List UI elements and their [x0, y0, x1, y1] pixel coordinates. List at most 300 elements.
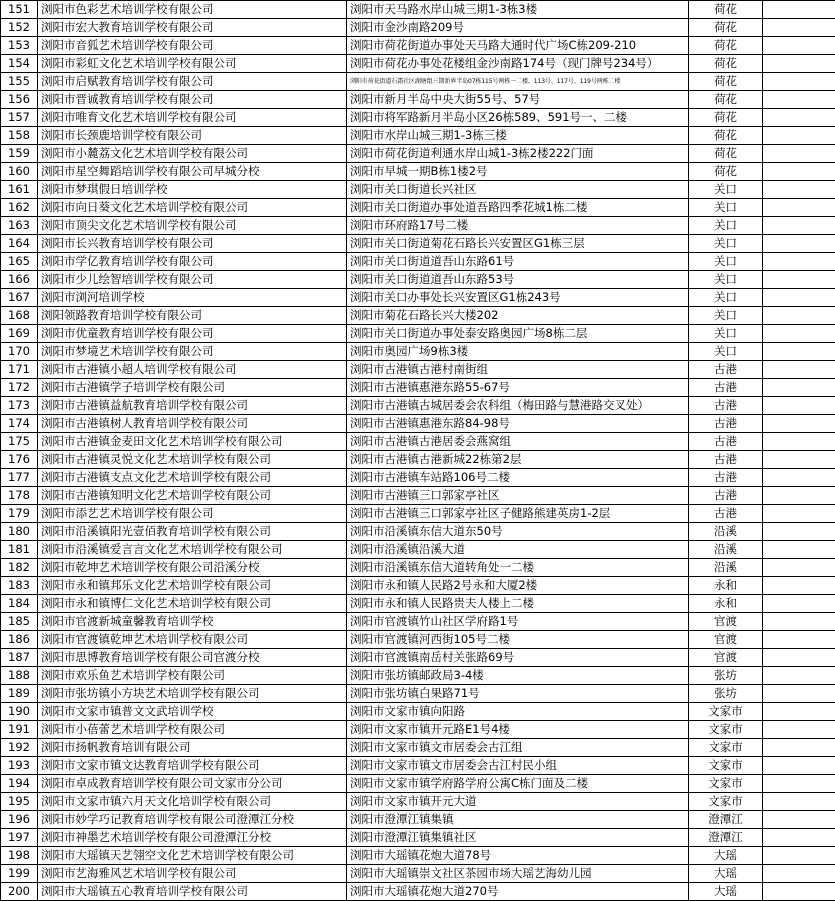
- school-name-cell: 浏阳市沿溪镇爱言言文化艺术培训学校有限公司: [38, 541, 347, 559]
- blank-cell: [763, 307, 835, 325]
- row-number-cell: 172: [1, 379, 38, 397]
- address-cell: 浏阳市文家市镇文市居委会古江村民小组: [347, 757, 689, 775]
- school-name-cell: 浏阳市梦琪假日培训学校: [38, 181, 347, 199]
- blank-cell: [763, 505, 835, 523]
- table-row: [1, 523, 835, 541]
- row-number-cell: 173: [1, 397, 38, 415]
- school-name-cell: 浏阳市添艺艺术培训学校有限公司: [38, 505, 347, 523]
- table-row: [1, 1, 835, 19]
- area-cell: 官渡: [689, 649, 763, 667]
- row-number-cell: 197: [1, 829, 38, 847]
- address-cell: 浏阳市文家市镇学府路学府公寓C栋门面及二楼: [347, 775, 689, 793]
- table-body: [1, 1, 835, 901]
- row-number-cell: 180: [1, 523, 38, 541]
- blank-cell: [763, 703, 835, 721]
- school-name-cell: 浏阳领路教育培训学校有限公司: [38, 307, 347, 325]
- blank-cell: [763, 577, 835, 595]
- table-row: [1, 631, 835, 649]
- area-cell: 文家市: [689, 739, 763, 757]
- address-cell: 浏阳市古港镇三口郭家亭社区: [347, 487, 689, 505]
- area-cell: 张坊: [689, 685, 763, 703]
- table-row: [1, 721, 835, 739]
- school-name-cell: 浏阳市宏大教育培训学校有限公司: [38, 19, 347, 37]
- address-cell: 浏阳市关口街道办事处道吾路四季花城1栋二楼: [347, 199, 689, 217]
- row-number-cell: 195: [1, 793, 38, 811]
- blank-cell: [763, 271, 835, 289]
- address-cell: 浏阳市古港镇惠港东路55-67号: [347, 379, 689, 397]
- blank-cell: [763, 343, 835, 361]
- blank-cell: [763, 559, 835, 577]
- table-row: [1, 379, 835, 397]
- row-number-cell: 160: [1, 163, 38, 181]
- school-name-cell: 浏阳市古港镇学子培训学校有限公司: [38, 379, 347, 397]
- address-cell: 浏阳市菊花石路长兴大楼202: [347, 307, 689, 325]
- school-name-cell: 浏阳市彩虹文化艺术培训学校有限公司: [38, 55, 347, 73]
- school-name-cell: 浏阳市长颈鹿培训学校有限公司: [38, 127, 347, 145]
- area-cell: 荷花: [689, 19, 763, 37]
- table-row: [1, 235, 835, 253]
- address-cell: 浏阳市永和镇人民路贵夫人楼上二楼: [347, 595, 689, 613]
- area-cell: 沿溪: [689, 559, 763, 577]
- area-cell: 古港: [689, 433, 763, 451]
- table-row: [1, 829, 835, 847]
- row-number-cell: 168: [1, 307, 38, 325]
- row-number-cell: 181: [1, 541, 38, 559]
- row-number-cell: 162: [1, 199, 38, 217]
- school-name-cell: 浏阳市文家市镇六月天文化培训学校有限公司: [38, 793, 347, 811]
- blank-cell: [763, 127, 835, 145]
- address-cell: 浏阳市天马路水岸山城三期1-3栋3楼: [347, 1, 689, 19]
- blank-cell: [763, 829, 835, 847]
- school-name-cell: 浏阳市卓成教育培训学校有限公司文家市分公司: [38, 775, 347, 793]
- table-row: [1, 739, 835, 757]
- address-cell: 浏阳市古港镇古港村南街组: [347, 361, 689, 379]
- row-number-cell: 200: [1, 883, 38, 901]
- table-row: [1, 217, 835, 235]
- school-name-cell: 浏阳市色彩艺术培训学校有限公司: [38, 1, 347, 19]
- row-number-cell: 184: [1, 595, 38, 613]
- school-name-cell: 浏阳市大瑶镇天艺翎空文化艺术培训学校有限公司: [38, 847, 347, 865]
- area-cell: 官渡: [689, 613, 763, 631]
- school-name-cell: 浏阳市永和镇博仁文化艺术培训学校有限公司: [38, 595, 347, 613]
- table-row: [1, 649, 835, 667]
- blank-cell: [763, 289, 835, 307]
- row-number-cell: 190: [1, 703, 38, 721]
- area-cell: 荷花: [689, 145, 763, 163]
- row-number-cell: 182: [1, 559, 38, 577]
- address-cell: 浏阳市古港镇三口郭家亭社区子健路熊建英房1-2层: [347, 505, 689, 523]
- area-cell: 荷花: [689, 1, 763, 19]
- table-row: [1, 181, 835, 199]
- area-cell: 荷花: [689, 37, 763, 55]
- blank-cell: [763, 811, 835, 829]
- table-row: [1, 289, 835, 307]
- school-name-cell: 浏阳市梦境艺术培训学校有限公司: [38, 343, 347, 361]
- row-number-cell: 165: [1, 253, 38, 271]
- address-cell: 浏阳市关口办事处长兴安置区G1栋243号: [347, 289, 689, 307]
- blank-cell: [763, 649, 835, 667]
- address-cell: 浏阳市古港镇惠港东路84-98号: [347, 415, 689, 433]
- school-name-cell: 浏阳市唯育文化艺术培训学校有限公司: [38, 109, 347, 127]
- area-cell: 永和: [689, 577, 763, 595]
- address-cell: 浏阳市荷花街道石霜社区湖塘组三期新界半岛07栋115号两栋一二楼、113号、117号、119号两栋二楼: [347, 73, 689, 91]
- address-cell: 浏阳市新月半岛中央大街55号、57号: [347, 91, 689, 109]
- school-name-cell: 浏阳市文家市镇文达教育培训学校有限公司: [38, 757, 347, 775]
- address-cell: 浏阳市荷花街道办事处天马路大通时代广场C栋209-210: [347, 37, 689, 55]
- school-name-cell: 浏阳市古港镇知明文化艺术培训学校有限公司: [38, 487, 347, 505]
- school-name-cell: 浏阳市顶尖文化艺术培训学校有限公司: [38, 217, 347, 235]
- table-row: [1, 145, 835, 163]
- area-cell: 关口: [689, 325, 763, 343]
- blank-cell: [763, 757, 835, 775]
- area-cell: 关口: [689, 343, 763, 361]
- blank-cell: [763, 685, 835, 703]
- blank-cell: [763, 55, 835, 73]
- area-cell: 荷花: [689, 163, 763, 181]
- area-cell: 关口: [689, 181, 763, 199]
- table-row: [1, 271, 835, 289]
- school-name-cell: 浏阳市星空舞蹈培训学校有限公司早城分校: [38, 163, 347, 181]
- area-cell: 古港: [689, 505, 763, 523]
- row-number-cell: 171: [1, 361, 38, 379]
- table-row: [1, 793, 835, 811]
- blank-cell: [763, 595, 835, 613]
- table-row: [1, 109, 835, 127]
- row-number-cell: 188: [1, 667, 38, 685]
- area-cell: 关口: [689, 253, 763, 271]
- row-number-cell: 167: [1, 289, 38, 307]
- blank-cell: [763, 775, 835, 793]
- address-cell: 浏阳市古港镇古港新城22栋第2层: [347, 451, 689, 469]
- school-name-cell: 浏阳市古港镇小超人培训学校有限公司: [38, 361, 347, 379]
- row-number-cell: 152: [1, 19, 38, 37]
- row-number-cell: 161: [1, 181, 38, 199]
- area-cell: 文家市: [689, 703, 763, 721]
- row-number-cell: 199: [1, 865, 38, 883]
- blank-cell: [763, 433, 835, 451]
- school-name-cell: 浏阳市乾坤艺术培训学校有限公司沿溪分校: [38, 559, 347, 577]
- table-row: [1, 73, 835, 91]
- table-row: [1, 469, 835, 487]
- blank-cell: [763, 91, 835, 109]
- address-cell: 浏阳市水岸山城三期1-3栋三楼: [347, 127, 689, 145]
- area-cell: 永和: [689, 595, 763, 613]
- table-row: [1, 559, 835, 577]
- table-row: [1, 37, 835, 55]
- address-cell: 浏阳市荷花街道利通水岸山城1-3栋2楼222门面: [347, 145, 689, 163]
- table-row: [1, 487, 835, 505]
- area-cell: 荷花: [689, 73, 763, 91]
- address-cell: 浏阳市金沙南路209号: [347, 19, 689, 37]
- row-number-cell: 157: [1, 109, 38, 127]
- school-name-cell: 浏阳市晋诚教育培训学校有限公司: [38, 91, 347, 109]
- row-number-cell: 189: [1, 685, 38, 703]
- table-row: [1, 865, 835, 883]
- school-name-cell: 浏阳市古港镇灵悦文化艺术培训学校有限公司: [38, 451, 347, 469]
- school-name-cell: 浏阳市浏河培训学校: [38, 289, 347, 307]
- table-row: [1, 541, 835, 559]
- address-cell: 浏阳市关口街道办事处泰安路奥园广场8栋二层: [347, 325, 689, 343]
- blank-cell: [763, 667, 835, 685]
- row-number-cell: 194: [1, 775, 38, 793]
- area-cell: 文家市: [689, 757, 763, 775]
- school-name-cell: 浏阳市学亿教育培训学校有限公司: [38, 253, 347, 271]
- area-cell: 张坊: [689, 667, 763, 685]
- address-cell: 浏阳市文家市镇向阳路: [347, 703, 689, 721]
- row-number-cell: 185: [1, 613, 38, 631]
- address-cell: 浏阳市荷花办事处花楼组金沙南路174号（现门牌号234号）: [347, 55, 689, 73]
- blank-cell: [763, 523, 835, 541]
- table-row: [1, 577, 835, 595]
- blank-cell: [763, 793, 835, 811]
- row-number-cell: 193: [1, 757, 38, 775]
- school-name-cell: 浏阳市少儿绘智培训学校有限公司: [38, 271, 347, 289]
- table-row: [1, 19, 835, 37]
- table-row: [1, 163, 835, 181]
- address-cell: 浏阳市古港镇古港居委会燕窝组: [347, 433, 689, 451]
- row-number-cell: 163: [1, 217, 38, 235]
- row-number-cell: 191: [1, 721, 38, 739]
- area-cell: 文家市: [689, 775, 763, 793]
- school-name-cell: 浏阳市长兴教育培训学校有限公司: [38, 235, 347, 253]
- row-number-cell: 154: [1, 55, 38, 73]
- area-cell: 荷花: [689, 109, 763, 127]
- table-row: [1, 325, 835, 343]
- school-name-cell: 浏阳市小蓓蕾艺术培训学校有限公司: [38, 721, 347, 739]
- address-cell: 浏阳市关口街道长兴社区: [347, 181, 689, 199]
- table-row: [1, 199, 835, 217]
- blank-cell: [763, 721, 835, 739]
- address-cell: 浏阳市官渡镇竹山社区学府路1号: [347, 613, 689, 631]
- table-row: [1, 91, 835, 109]
- address-cell: 浏阳市将军路新月半岛小区26栋589、591号一、二楼: [347, 109, 689, 127]
- school-name-cell: 浏阳市欢乐鱼艺术培训学校有限公司: [38, 667, 347, 685]
- address-cell: 浏阳市环府路17号二楼: [347, 217, 689, 235]
- table-row: [1, 685, 835, 703]
- address-cell: 浏阳市关口街道道吾山东路61号: [347, 253, 689, 271]
- row-number-cell: 151: [1, 1, 38, 19]
- area-cell: 关口: [689, 199, 763, 217]
- row-number-cell: 177: [1, 469, 38, 487]
- school-name-cell: 浏阳市古港镇树人教育培训学校有限公司: [38, 415, 347, 433]
- address-cell: 浏阳市关口街道道吾山东路53号: [347, 271, 689, 289]
- table-row: [1, 613, 835, 631]
- blank-cell: [763, 109, 835, 127]
- blank-cell: [763, 397, 835, 415]
- blank-cell: [763, 415, 835, 433]
- table-row: [1, 433, 835, 451]
- row-number-cell: 192: [1, 739, 38, 757]
- blank-cell: [763, 19, 835, 37]
- school-name-cell: 浏阳市优童教育培训学校有限公司: [38, 325, 347, 343]
- school-name-cell: 浏阳市思博教育培训学校有限公司官渡分校: [38, 649, 347, 667]
- blank-cell: [763, 37, 835, 55]
- school-name-cell: 浏阳市向日葵文化艺术培训学校有限公司: [38, 199, 347, 217]
- table-row: [1, 505, 835, 523]
- table-row: [1, 127, 835, 145]
- blank-cell: [763, 199, 835, 217]
- blank-cell: [763, 217, 835, 235]
- address-cell: 浏阳市澄潭江镇集镇: [347, 811, 689, 829]
- blank-cell: [763, 739, 835, 757]
- school-name-cell: 浏阳市扬帆教育培训有限公司: [38, 739, 347, 757]
- school-name-cell: 浏阳市妙学巧记教育培训学校有限公司澄潭江分校: [38, 811, 347, 829]
- area-cell: 荷花: [689, 127, 763, 145]
- blank-cell: [763, 361, 835, 379]
- area-cell: 澄潭江: [689, 811, 763, 829]
- blank-cell: [763, 379, 835, 397]
- address-cell: 浏阳市张坊镇邮政局3-4楼: [347, 667, 689, 685]
- school-name-cell: 浏阳市官渡新城童馨教育培训学校: [38, 613, 347, 631]
- blank-cell: [763, 865, 835, 883]
- area-cell: 古港: [689, 451, 763, 469]
- blank-cell: [763, 325, 835, 343]
- table-row: [1, 307, 835, 325]
- school-name-cell: 浏阳市小麓荔文化艺术培训学校有限公司: [38, 145, 347, 163]
- address-cell: 浏阳市大瑶镇花炮大道270号: [347, 883, 689, 901]
- blank-cell: [763, 487, 835, 505]
- table-row: [1, 253, 835, 271]
- area-cell: 官渡: [689, 631, 763, 649]
- school-name-cell: 浏阳市官渡镇乾坤艺术培训学校有限公司: [38, 631, 347, 649]
- area-cell: 古港: [689, 415, 763, 433]
- table-row: [1, 667, 835, 685]
- row-number-cell: 159: [1, 145, 38, 163]
- area-cell: 沿溪: [689, 523, 763, 541]
- area-cell: 沿溪: [689, 541, 763, 559]
- address-cell: 浏阳市大瑶镇崇文社区茶园市场大瑶艺海幼儿园: [347, 865, 689, 883]
- address-cell: 浏阳市沿溪镇东信大道转角处一二楼: [347, 559, 689, 577]
- table-row: [1, 397, 835, 415]
- school-name-cell: 浏阳市音狐艺术培训学校有限公司: [38, 37, 347, 55]
- address-cell: 浏阳市文家市镇文市居委会古江组: [347, 739, 689, 757]
- row-number-cell: 174: [1, 415, 38, 433]
- address-cell: 浏阳市大瑶镇花炮大道78号: [347, 847, 689, 865]
- address-cell: 浏阳市沿溪镇东信大道东50号: [347, 523, 689, 541]
- blank-cell: [763, 163, 835, 181]
- row-number-cell: 169: [1, 325, 38, 343]
- blank-cell: [763, 181, 835, 199]
- area-cell: 关口: [689, 271, 763, 289]
- area-cell: 古港: [689, 487, 763, 505]
- table-row: [1, 703, 835, 721]
- area-cell: 关口: [689, 217, 763, 235]
- address-cell: 浏阳市官渡镇河西街105号二楼: [347, 631, 689, 649]
- area-cell: 文家市: [689, 793, 763, 811]
- blank-cell: [763, 73, 835, 91]
- address-cell: 浏阳市永和镇人民路2号永和大厦2楼: [347, 577, 689, 595]
- row-number-cell: 155: [1, 73, 38, 91]
- row-number-cell: 198: [1, 847, 38, 865]
- table-row: [1, 451, 835, 469]
- area-cell: 大瑶: [689, 847, 763, 865]
- table-row: [1, 757, 835, 775]
- area-cell: 古港: [689, 379, 763, 397]
- school-name-cell: 浏阳市沿溪镇阳光壹佰教育培训学校有限公司: [38, 523, 347, 541]
- row-number-cell: 176: [1, 451, 38, 469]
- row-number-cell: 196: [1, 811, 38, 829]
- blank-cell: [763, 145, 835, 163]
- row-number-cell: 170: [1, 343, 38, 361]
- table-row: [1, 847, 835, 865]
- address-cell: 浏阳市文家市镇开元大道: [347, 793, 689, 811]
- row-number-cell: 179: [1, 505, 38, 523]
- area-cell: 古港: [689, 469, 763, 487]
- school-name-cell: 浏阳市文家市镇普文文武培训学校: [38, 703, 347, 721]
- blank-cell: [763, 235, 835, 253]
- school-name-cell: 浏阳市神墨艺术培训学校有限公司澄潭江分校: [38, 829, 347, 847]
- row-number-cell: 186: [1, 631, 38, 649]
- address-cell: 浏阳市官渡镇南岳村关张路69号: [347, 649, 689, 667]
- school-name-cell: 浏阳市张坊镇小方块艺术培训学校有限公司: [38, 685, 347, 703]
- area-cell: 关口: [689, 289, 763, 307]
- address-cell: 浏阳市古港镇车站路106号二楼: [347, 469, 689, 487]
- area-cell: 大瑶: [689, 865, 763, 883]
- row-number-cell: 187: [1, 649, 38, 667]
- blank-cell: [763, 631, 835, 649]
- table-row: [1, 595, 835, 613]
- row-number-cell: 183: [1, 577, 38, 595]
- school-name-cell: 浏阳市艺海雅风艺术培训学校有限公司: [38, 865, 347, 883]
- table-row: [1, 343, 835, 361]
- row-number-cell: 153: [1, 37, 38, 55]
- row-number-cell: 164: [1, 235, 38, 253]
- address-cell: 浏阳市奥园广场9栋3楼: [347, 343, 689, 361]
- area-cell: 大瑶: [689, 883, 763, 901]
- area-cell: 关口: [689, 235, 763, 253]
- row-number-cell: 178: [1, 487, 38, 505]
- school-name-cell: 浏阳市古港镇益航教育培训学校有限公司: [38, 397, 347, 415]
- area-cell: 澄潭江: [689, 829, 763, 847]
- area-cell: 古港: [689, 361, 763, 379]
- blank-cell: [763, 451, 835, 469]
- blank-cell: [763, 541, 835, 559]
- table-row: [1, 811, 835, 829]
- school-name-cell: 浏阳市古港镇金麦田文化艺术培训学校有限公司: [38, 433, 347, 451]
- blank-cell: [763, 469, 835, 487]
- school-name-cell: 浏阳市古港镇支点文化艺术培训学校有限公司: [38, 469, 347, 487]
- school-name-cell: 浏阳市启赋教育培训学校有限公司: [38, 73, 347, 91]
- area-cell: 文家市: [689, 721, 763, 739]
- address-cell: 浏阳市文家市镇开元路E1号4楼: [347, 721, 689, 739]
- blank-cell: [763, 613, 835, 631]
- address-cell: 浏阳市沿溪镇沿溪大道: [347, 541, 689, 559]
- blank-cell: [763, 883, 835, 901]
- row-number-cell: 175: [1, 433, 38, 451]
- row-number-cell: 158: [1, 127, 38, 145]
- table-row: [1, 361, 835, 379]
- area-cell: 古港: [689, 397, 763, 415]
- area-cell: 荷花: [689, 55, 763, 73]
- area-cell: 关口: [689, 307, 763, 325]
- table-row: [1, 415, 835, 433]
- table-row: [1, 883, 835, 901]
- table-row: [1, 55, 835, 73]
- address-cell: 浏阳市关口街道菊花石路长兴安置区G1栋三层: [347, 235, 689, 253]
- school-name-cell: 浏阳市永和镇邦乐文化艺术培训学校有限公司: [38, 577, 347, 595]
- table-row: [1, 775, 835, 793]
- blank-cell: [763, 847, 835, 865]
- address-cell: 浏阳市澄潭江镇集镇社区: [347, 829, 689, 847]
- school-name-cell: 浏阳市大瑶镇五心教育培训学校有限公司: [38, 883, 347, 901]
- blank-cell: [763, 1, 835, 19]
- row-number-cell: 156: [1, 91, 38, 109]
- blank-cell: [763, 253, 835, 271]
- address-cell: 浏阳市张坊镇白果路71号: [347, 685, 689, 703]
- address-cell: 浏阳市古港镇古城居委会农科组（梅田路与慧港路交叉处）: [347, 397, 689, 415]
- area-cell: 荷花: [689, 91, 763, 109]
- address-cell: 浏阳市早城一期B栋1楼2号: [347, 163, 689, 181]
